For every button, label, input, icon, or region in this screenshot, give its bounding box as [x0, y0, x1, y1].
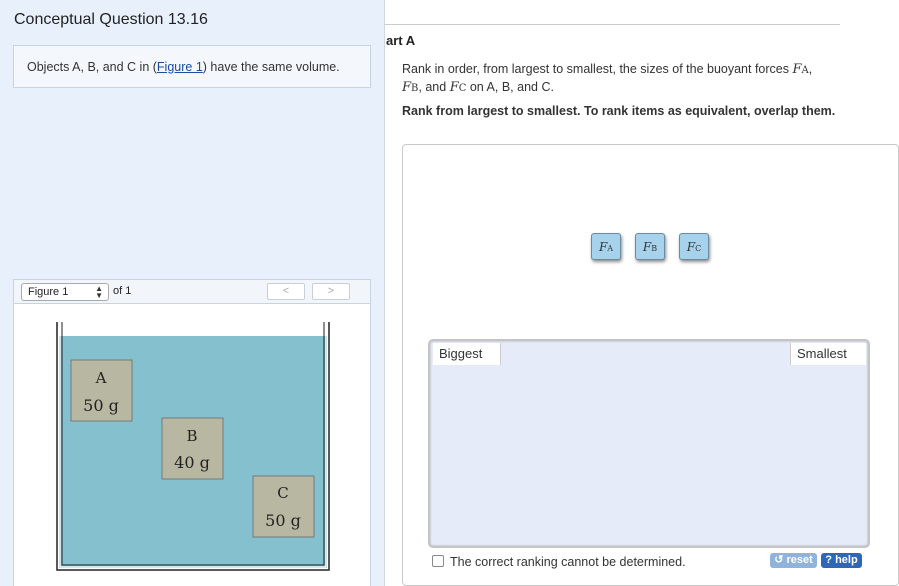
block-a-label: A — [95, 369, 107, 387]
question-text-pre: Objects A, B, and C in ( — [27, 60, 157, 74]
block-a-mass: 50 g — [83, 396, 119, 415]
prompt-and: , and — [418, 80, 447, 94]
next-figure-button[interactable] — [312, 283, 350, 300]
help-button[interactable]: ? help — [821, 553, 862, 568]
force-symbol-a: FA — [792, 62, 809, 77]
figure-link[interactable]: Figure 1 — [156, 60, 203, 74]
prompt-text-post: on A, B, and C. — [469, 80, 554, 94]
force-symbol-b: FB — [402, 80, 419, 95]
figure-diagram — [14, 304, 372, 586]
left-panel — [0, 0, 384, 586]
ranking-drop-zone[interactable] — [428, 339, 870, 548]
biggest-label: Biggest — [433, 343, 501, 365]
block-c — [253, 476, 314, 537]
force-symbol-c: FC — [449, 80, 467, 95]
block-a — [71, 360, 132, 421]
prompt-text-pre: Rank in order, from largest to smallest, the sizes of the buoyant forces — [402, 62, 789, 76]
panel-divider — [384, 0, 385, 586]
reset-icon: ↺ — [774, 554, 787, 566]
question-box — [13, 45, 371, 88]
updown-arrows-icon: ▲ ▼ — [95, 284, 103, 300]
smallest-label: Smallest — [790, 343, 866, 365]
block-b — [162, 418, 223, 479]
block-c-mass: 50 g — [265, 511, 301, 530]
figure-area — [13, 304, 371, 586]
prev-figure-button[interactable] — [267, 283, 305, 300]
cannot-determine-checkbox[interactable] — [432, 555, 444, 567]
cannot-determine-label: The correct ranking cannot be determined. — [450, 555, 686, 569]
header-rule — [385, 24, 840, 25]
force-tile-b[interactable]: FB — [635, 233, 665, 260]
question-text-post: ) have the same volume. — [202, 60, 340, 74]
force-tile-a[interactable]: FA — [591, 233, 621, 260]
page-title: Conceptual Question 13.16 — [14, 11, 208, 28]
figure-select[interactable] — [21, 283, 109, 301]
figure-toolbar — [13, 279, 371, 304]
part-title: art A — [386, 33, 416, 48]
figure-select-value: Figure 1 — [28, 286, 69, 298]
figure-count: of 1 — [113, 285, 132, 297]
question-prompt: Rank in order, from largest to smallest, the sizes of the buoyant forces FA, FB, and FC on A, B, and C. — [402, 62, 813, 95]
block-b-mass: 40 g — [174, 453, 210, 472]
block-c-label: C — [277, 484, 289, 502]
chevron-left-icon: < — [282, 285, 290, 297]
chevron-right-icon: > — [327, 285, 335, 297]
reset-button[interactable]: ↺ reset — [770, 553, 817, 568]
force-tile-c[interactable]: FC — [679, 233, 709, 260]
ranking-instruction: Rank from largest to smallest. To rank items as equivalent, overlap them. — [402, 104, 836, 118]
block-b-label: B — [186, 427, 198, 445]
